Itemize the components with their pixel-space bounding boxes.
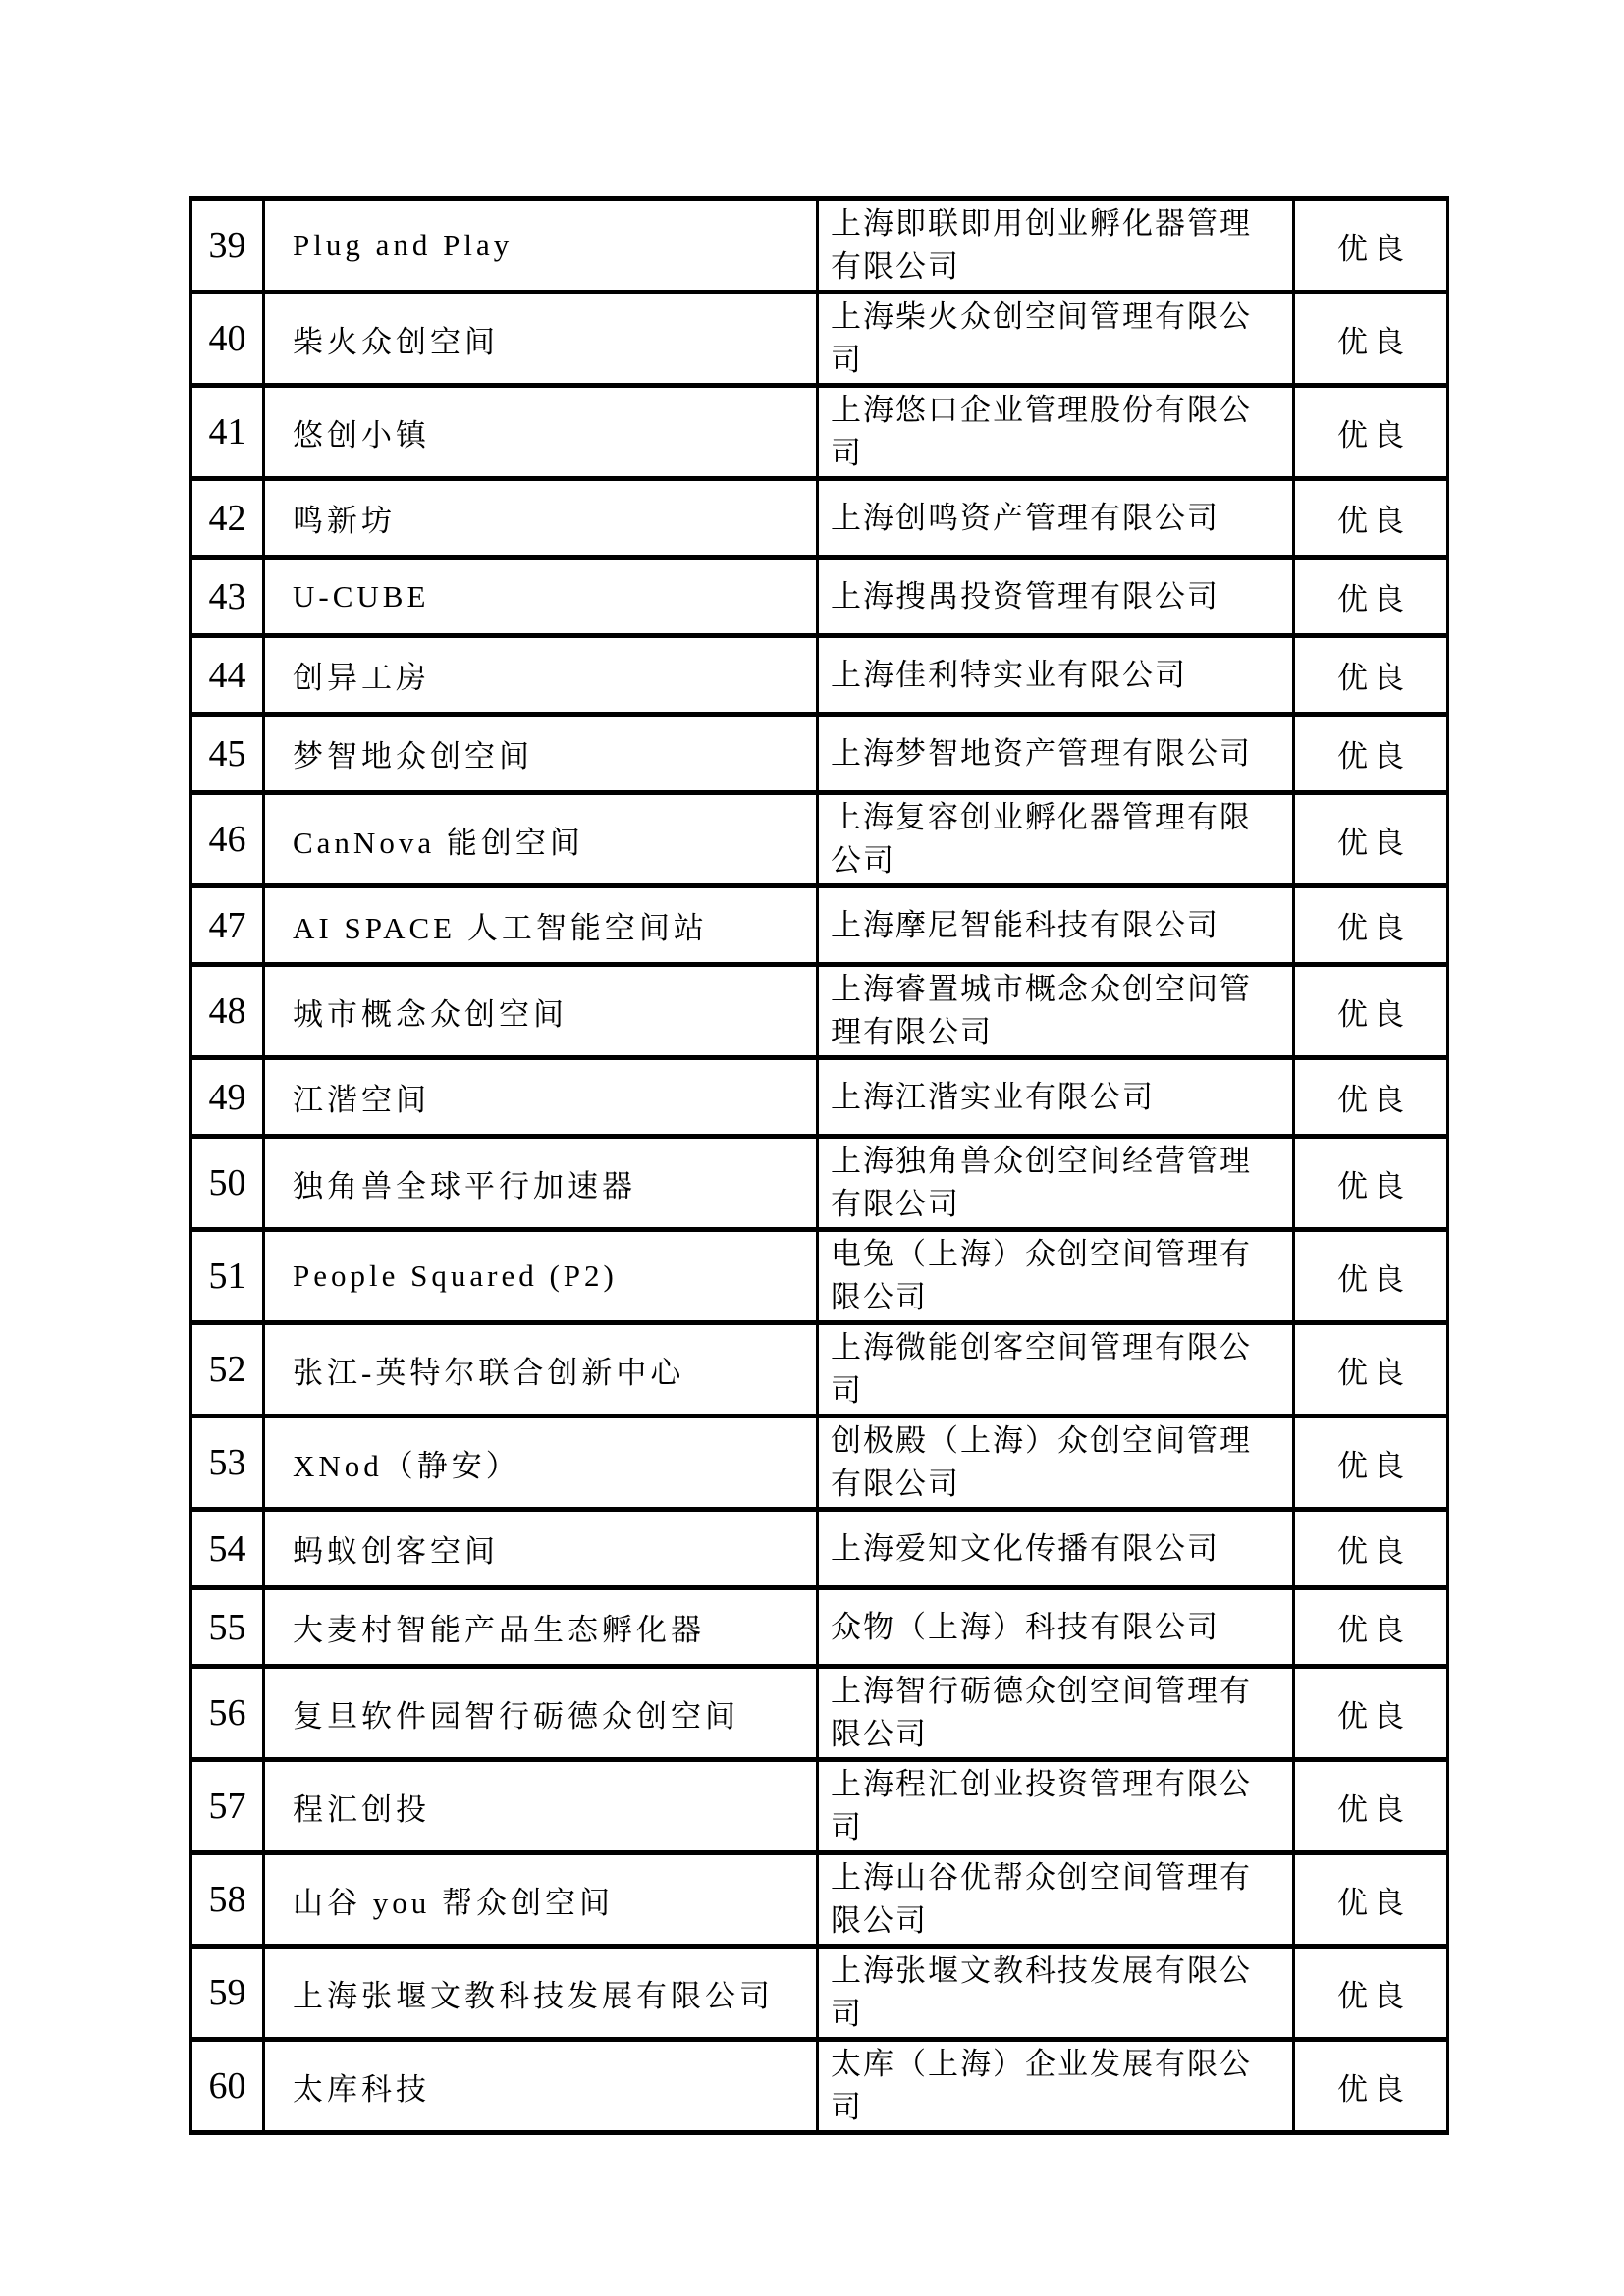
evaluation-result: 优良 <box>1294 1510 1448 1588</box>
row-number: 41 <box>191 386 264 479</box>
evaluation-result: 优良 <box>1294 1947 1448 2040</box>
evaluation-result: 优良 <box>1294 1416 1448 1510</box>
operator-company: 上海即联即用创业孵化器管理有限公司 <box>818 199 1294 293</box>
space-name: 独角兽全球平行加速器 <box>264 1137 818 1230</box>
operator-company: 上海微能创客空间管理有限公司 <box>818 1323 1294 1416</box>
operator-company: 上海创鸣资产管理有限公司 <box>818 479 1294 558</box>
row-number: 48 <box>191 965 264 1058</box>
table-row <box>191 793 1448 886</box>
evaluation-result: 优良 <box>1294 1588 1448 1667</box>
evaluation-result: 优良 <box>1294 1230 1448 1323</box>
table-row <box>191 199 1448 293</box>
operator-company: 上海山谷优帮众创空间管理有限公司 <box>818 1853 1294 1947</box>
operator-company: 上海复容创业孵化器管理有限公司 <box>818 793 1294 886</box>
evaluation-result: 优良 <box>1294 558 1448 636</box>
row-number: 56 <box>191 1667 264 1760</box>
operator-company: 众物（上海）科技有限公司 <box>818 1588 1294 1667</box>
row-number: 40 <box>191 293 264 386</box>
operator-company: 上海程汇创业投资管理有限公司 <box>818 1760 1294 1853</box>
table-row <box>191 886 1448 965</box>
row-number: 46 <box>191 793 264 886</box>
row-number: 44 <box>191 636 264 715</box>
evaluation-result: 优良 <box>1294 199 1448 293</box>
operator-company: 上海柴火众创空间管理有限公司 <box>818 293 1294 386</box>
table-row <box>191 1510 1448 1588</box>
operator-company: 上海睿置城市概念众创空间管理有限公司 <box>818 965 1294 1058</box>
table-row <box>191 479 1448 558</box>
table-row <box>191 1323 1448 1416</box>
row-number: 42 <box>191 479 264 558</box>
row-number: 58 <box>191 1853 264 1947</box>
operator-company: 电兔（上海）众创空间管理有限公司 <box>818 1230 1294 1323</box>
evaluation-result: 优良 <box>1294 386 1448 479</box>
space-name: XNod（静安） <box>264 1416 818 1510</box>
operator-company: 上海独角兽众创空间经营管理有限公司 <box>818 1137 1294 1230</box>
space-name: 柴火众创空间 <box>264 293 818 386</box>
operator-company: 上海佳利特实业有限公司 <box>818 636 1294 715</box>
row-number: 51 <box>191 1230 264 1323</box>
space-name: 江湝空间 <box>264 1058 818 1137</box>
space-name: 太库科技 <box>264 2040 818 2133</box>
operator-company: 上海智行砺德众创空间管理有限公司 <box>818 1667 1294 1760</box>
operator-company: 上海悠口企业管理股份有限公司 <box>818 386 1294 479</box>
evaluation-result: 优良 <box>1294 1760 1448 1853</box>
table-row <box>191 386 1448 479</box>
evaluation-result: 优良 <box>1294 886 1448 965</box>
evaluation-table <box>189 196 1449 2135</box>
space-name: People Squared (P2) <box>264 1230 818 1323</box>
table-row <box>191 1137 1448 1230</box>
table-row <box>191 1947 1448 2040</box>
table-row <box>191 1416 1448 1510</box>
evaluation-result: 优良 <box>1294 1667 1448 1760</box>
space-name: AI SPACE 人工智能空间站 <box>264 886 818 965</box>
table-row <box>191 1853 1448 1947</box>
row-number: 60 <box>191 2040 264 2133</box>
table-row <box>191 1760 1448 1853</box>
row-number: 53 <box>191 1416 264 1510</box>
operator-company: 上海搜禺投资管理有限公司 <box>818 558 1294 636</box>
evaluation-result: 优良 <box>1294 1058 1448 1137</box>
table-row <box>191 965 1448 1058</box>
row-number: 52 <box>191 1323 264 1416</box>
table-row <box>191 1058 1448 1137</box>
row-number: 43 <box>191 558 264 636</box>
row-number: 57 <box>191 1760 264 1853</box>
space-name: U-CUBE <box>264 558 818 636</box>
evaluation-result: 优良 <box>1294 715 1448 793</box>
table-row <box>191 1230 1448 1323</box>
evaluation-result: 优良 <box>1294 479 1448 558</box>
row-number: 45 <box>191 715 264 793</box>
operator-company: 上海张堰文教科技发展有限公司 <box>818 1947 1294 2040</box>
table-row <box>191 558 1448 636</box>
row-number: 50 <box>191 1137 264 1230</box>
table-row <box>191 636 1448 715</box>
table-row <box>191 2040 1448 2133</box>
space-name: 张江-英特尔联合创新中心 <box>264 1323 818 1416</box>
row-number: 49 <box>191 1058 264 1137</box>
evaluation-result: 优良 <box>1294 636 1448 715</box>
table-row <box>191 715 1448 793</box>
space-name: 创异工房 <box>264 636 818 715</box>
evaluation-result: 优良 <box>1294 1853 1448 1947</box>
evaluation-result: 优良 <box>1294 793 1448 886</box>
evaluation-result: 优良 <box>1294 965 1448 1058</box>
space-name: Plug and Play <box>264 199 818 293</box>
row-number: 55 <box>191 1588 264 1667</box>
table-row <box>191 293 1448 386</box>
evaluation-result: 优良 <box>1294 2040 1448 2133</box>
row-number: 39 <box>191 199 264 293</box>
row-number: 54 <box>191 1510 264 1588</box>
evaluation-result: 优良 <box>1294 1323 1448 1416</box>
space-name: 山谷 you 帮众创空间 <box>264 1853 818 1947</box>
operator-company: 上海梦智地资产管理有限公司 <box>818 715 1294 793</box>
space-name: 梦智地众创空间 <box>264 715 818 793</box>
operator-company: 上海爱知文化传播有限公司 <box>818 1510 1294 1588</box>
space-name: 鸣新坊 <box>264 479 818 558</box>
operator-company: 上海江湝实业有限公司 <box>818 1058 1294 1137</box>
table-row <box>191 1667 1448 1760</box>
space-name: 复旦软件园智行砺德众创空间 <box>264 1667 818 1760</box>
operator-company: 上海摩尼智能科技有限公司 <box>818 886 1294 965</box>
space-name: 大麦村智能产品生态孵化器 <box>264 1588 818 1667</box>
evaluation-result: 优良 <box>1294 293 1448 386</box>
space-name: 悠创小镇 <box>264 386 818 479</box>
table-row <box>191 1588 1448 1667</box>
evaluation-result: 优良 <box>1294 1137 1448 1230</box>
space-name: 城市概念众创空间 <box>264 965 818 1058</box>
operator-company: 太库（上海）企业发展有限公司 <box>818 2040 1294 2133</box>
row-number: 59 <box>191 1947 264 2040</box>
operator-company: 创极殿（上海）众创空间管理有限公司 <box>818 1416 1294 1510</box>
space-name: 程汇创投 <box>264 1760 818 1853</box>
row-number: 47 <box>191 886 264 965</box>
space-name: CanNova 能创空间 <box>264 793 818 886</box>
space-name: 蚂蚁创客空间 <box>264 1510 818 1588</box>
space-name: 上海张堰文教科技发展有限公司 <box>264 1947 818 2040</box>
